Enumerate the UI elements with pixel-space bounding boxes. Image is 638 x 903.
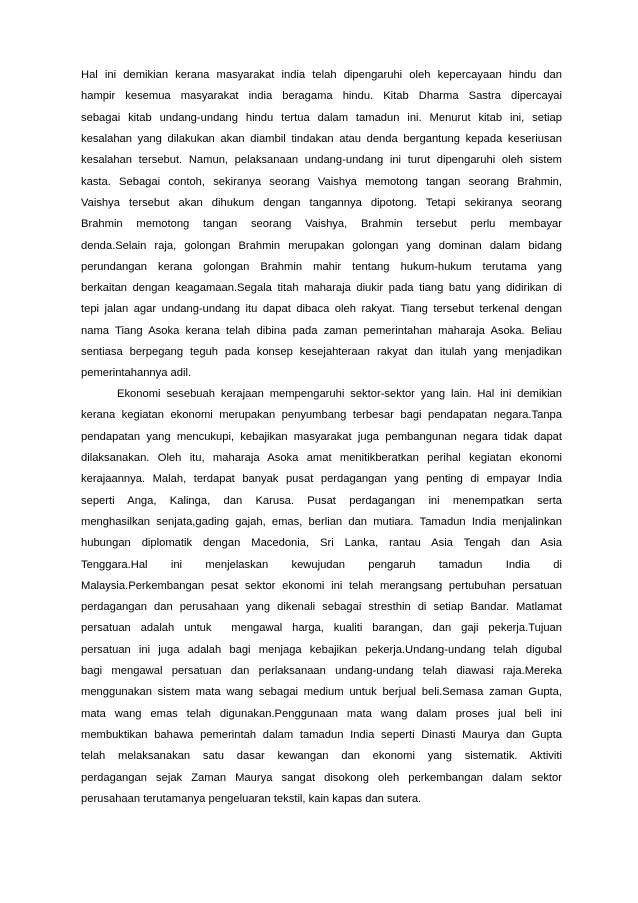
text-line: pemerintahannya adil. (81, 367, 192, 380)
text-line: dilaksanakan. Oleh itu, maharaja Asoka amat menitikberatkan perihal kegiatan ekonomi (81, 451, 562, 464)
text-line: membuktikan bahawa pemerintah dalam tamadun India seperti Dinasti Maurya dan Gupta (81, 729, 562, 741)
text-line: hampir kesemua masyarakat india beragama hindu. Kitab Dharma Sastra dipercayai (81, 90, 562, 103)
text-line: nama Tiang Asoka kerana telah dibina pada zaman pemerintahan maharaja Asoka. Beliau (81, 324, 562, 337)
text-line: Ekonomi sesebuah kerajaan mempengaruhi sektor-sektor yang lain. Hal ini demikian (117, 388, 562, 400)
text-line: sebagai kitab undang-undang hindu tertua dalam tamadun ini. Menurut kitab ini, setiap (81, 111, 562, 124)
text-line: persatuan ini juga adalah bagi menjaga kebajikan pekerja.Undang-undang telah digubal (81, 643, 562, 656)
text-line: tepi jalan agar undang-undang itu dapat dibaca oleh rakyat. Tiang tersebut terkenal dengan (81, 303, 562, 316)
text-line: hubungan diplomatik dengan Macedonia, Sri Lanka, rantau Asia Tengah dan Asia (81, 537, 562, 550)
paragraph-2 (81, 384, 562, 810)
text-line: pendapatan yang mencukupi, kebajikan masyarakat juga pembangunan negara tidak dapat (81, 430, 562, 443)
paragraph-1 (81, 65, 562, 385)
text-line: telah melaksanakan satu dasar kewangan dan ekonomi yang sistematik. Aktiviti (81, 750, 562, 763)
text-line: berkaitan dengan keagamaan.Segala titah maharaja diukir pada tiang batu yang didirikan di (81, 282, 562, 295)
text-line: menggunakan sistem mata wang sebagai medium untuk berjual beli.Semasa zaman Gupta, (81, 686, 562, 699)
text-line: perdagangan dan perusahaan yang dikenali sebagai stresthin di setiap Bandar. Matlamat (81, 601, 562, 614)
text-line: kesalahan yang dilakukan akan diambil tindakan atau denda bergantung kepada keseriusan (81, 132, 562, 145)
text-line: bagi mengawal persatuan dan perlaksanaan undang-undang telah diawasi raja.Mereka (81, 665, 562, 678)
text-line: Vaishya tersebut akan dihukum dengan tangannya dipotong. Tetapi sekiranya seorang (81, 196, 562, 209)
text-line: perundangan kerana golongan Brahmin mahir tentang hukum-hukum terutama yang (81, 260, 562, 273)
text-line: mata wang emas telah digunakan.Penggunaan mata wang dalam proses jual beli ini (81, 707, 562, 720)
text-line: Hal ini demikian kerana masyarakat india telah dipengaruhi oleh kepercayaan hindu dan (81, 69, 562, 81)
text-line: persatuan adalah untuk mengawal harga, kualiti barangan, dan gaji pekerja.Tujuan (81, 622, 562, 635)
text-line: kerana kegiatan ekonomi merupakan penyumbang terbesar bagi pendapatan negara.Tanpa (81, 409, 562, 422)
text-line: kesalahan tersebut. Namun, pelaksanaan undang-undang ini turut dipengaruhi oleh sistem (81, 154, 562, 167)
text-line: kasta. Sebagai contoh, sekiranya seorang Vaishya memotong tangan seorang Brahmin, (81, 175, 562, 188)
text-line: sentiasa berpegang teguh pada konsep kesejahteraan rakyat dan itulah yang menjadikan (81, 346, 562, 359)
text-line: perusahaan terutamanya pengeluaran tekstil, kain kapas dan sutera. (81, 792, 422, 805)
text-line: Tenggara.Hal ini menjelaskan kewujudan pengaruh tamadun India di (81, 558, 562, 571)
text-line: seperti Anga, Kalinga, dan Karusa. Pusat perdagangan ini menempatkan serta (81, 494, 562, 507)
text-line: Brahmin memotong tangan seorang Vaishya, Brahmin tersebut perlu membayar (81, 218, 562, 231)
text-line: perdagangan sejak Zaman Maurya sangat disokong oleh perkembangan dalam sektor (81, 771, 562, 784)
text-line: menghasilkan senjata,gading gajah, emas, berlian dan mutiara. Tamadun India menjalinkan (81, 515, 562, 528)
text-line: kerajaannya. Malah, terdapat banyak pusat perdagangan yang penting di empayar India (81, 473, 562, 486)
text-line: denda.Selain raja, golongan Brahmin merupakan golongan yang dominan dalam bidang (81, 239, 562, 252)
text-line: Malaysia.Perkembangan pesat sektor ekonomi ini telah merangsang pertubuhan persatuan (81, 579, 562, 592)
